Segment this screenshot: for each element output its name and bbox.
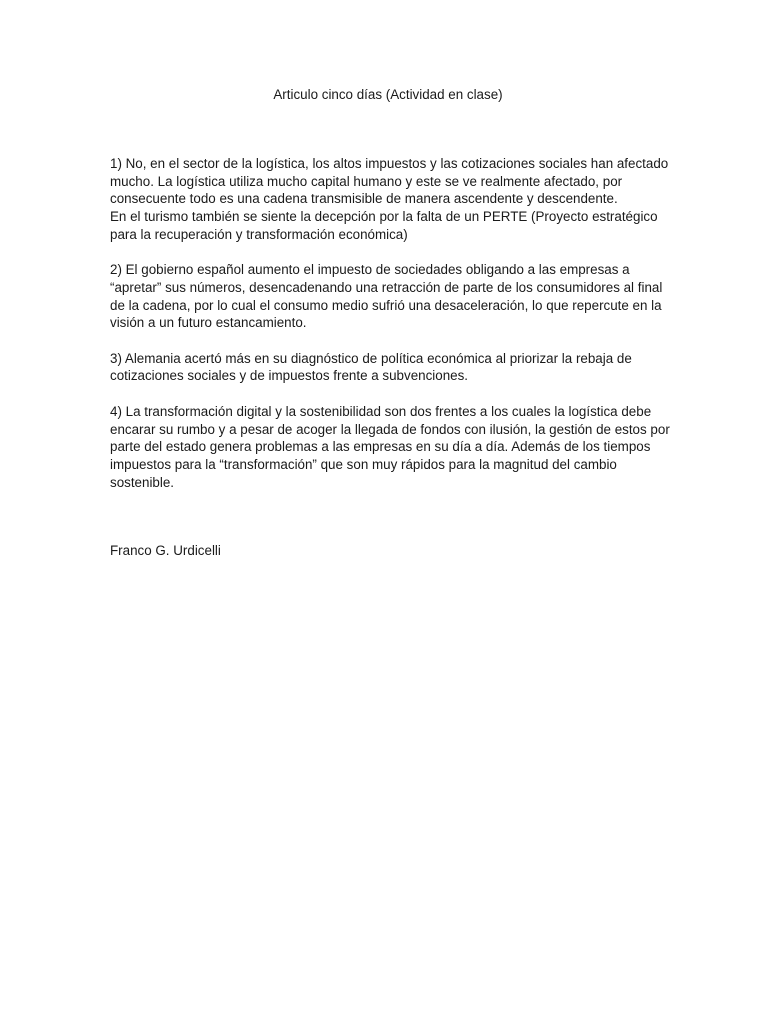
answer-paragraph-1 — [110, 155, 669, 244]
answer-paragraph-4 — [110, 403, 670, 492]
text-line: 1) No, en el sector de la logística, los altos impuestos y las cotizaciones sociales han afectado — [110, 156, 669, 171]
text-line: 2) El gobierno español aumento el impuesto de sociedades obligando a las empresas a — [110, 262, 630, 278]
answer-paragraph-2 — [110, 261, 663, 332]
text-line: encarar su rumbo y a pesar de acoger la llegada de fondos con ilusión, la gestión de estos por — [110, 421, 670, 437]
text-line: cotizaciones sociales y de impuestos frente a subvenciones. — [110, 368, 469, 384]
text-line: En el turismo también se siente la decepción por la falta de un PERTE (Proyecto estratégico — [110, 209, 658, 225]
answer-paragraph-3 — [110, 350, 655, 385]
text-line: para la recuperación y transformación económica) — [110, 226, 408, 242]
text-line: visión a un futuro estancamiento. — [110, 315, 307, 331]
text-line: sostenible. — [110, 474, 175, 490]
text-line: 4) La transformación digital y la sostenibilidad son dos frentes a los cuales la logística debe — [110, 403, 652, 419]
document-title: Articulo cinco días (Actividad en clase) — [273, 87, 503, 102]
text-line: mucho. La logística utiliza mucho capital humano y este se ve realmente afectado, por — [110, 173, 623, 189]
author-signature: Franco G. Urdicelli — [110, 543, 221, 558]
document-body — [110, 155, 670, 509]
text-line: consecuente todo es una cadena transmisible de manera ascendente y descendente. — [110, 191, 618, 207]
text-line: “apretar” sus números, desencadenando una retracción de parte de los consumidores al final — [110, 279, 663, 295]
text-line: de la cadena, por lo cual el consumo medio sufrió una desaceleración, lo que repercute en la — [110, 297, 662, 313]
text-line: 3) Alemania acertó más en su diagnóstico de política económica al priorizar la rebaja de — [110, 350, 632, 366]
text-line: parte del estado genera problemas a las empresas en su día a día. Además de los tiempos — [110, 439, 651, 455]
text-line: impuestos para la “transformación” que son muy rápidos para la magnitud del cambio — [110, 456, 617, 472]
